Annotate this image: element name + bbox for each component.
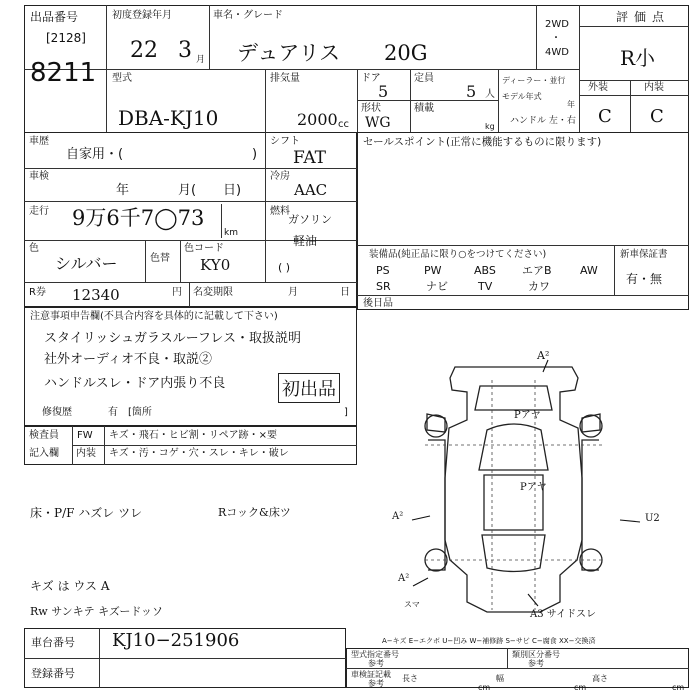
month-unit: 月 <box>196 55 206 65</box>
remarks-line1b: Rコック&床ツ <box>218 506 291 519</box>
ext-label: 外装 <box>588 82 608 93</box>
warranty-value: 有・無 <box>626 272 663 286</box>
int-label: 内装 <box>644 82 664 93</box>
recycle-unit: 円 <box>172 287 182 298</box>
car-name: デュアリス <box>237 41 341 65</box>
load-label: 積載 <box>414 103 434 114</box>
mileage-label: 走行 <box>29 206 49 217</box>
fuel-gasoline: ガソリン <box>288 213 332 226</box>
person-unit: 人 <box>485 89 495 100</box>
color-code-label: 色コード <box>184 243 224 254</box>
model-value: DBA-KJ10 <box>118 106 219 130</box>
equip-pw: PW <box>424 264 442 277</box>
doors-value: 5 <box>378 82 389 101</box>
inspector-naisou: 内装 <box>76 448 96 459</box>
doors-label: ドア <box>361 73 381 84</box>
repair-close: ] <box>344 407 348 418</box>
ann-u2: U2 <box>645 513 660 524</box>
color-change-label: 色替 <box>150 253 170 264</box>
fuel-label: 燃料 <box>270 206 290 217</box>
ref-2: 参考 <box>528 659 544 668</box>
cc-unit: cc <box>338 119 349 130</box>
equipment-label: 装備品(純正品に限り○をつけてください) <box>369 249 547 260</box>
stamp-text: 初出品 <box>282 379 336 400</box>
equip-leather: カワ <box>528 280 550 293</box>
ref-1: 参考 <box>368 659 384 668</box>
notes-line1: スタイリッシュガラスルーフレス・取扱説明 <box>44 331 302 346</box>
int-value: C <box>650 106 664 127</box>
lot-sub: [2128] <box>46 31 86 45</box>
history-value: 自家用・( <box>66 147 124 162</box>
shape-label: 形状 <box>361 103 381 114</box>
inspector-naisou-items: キズ・汚・コゲ・穴・スレ・キレ・破レ <box>109 448 289 459</box>
first-reg-month: 3 <box>178 38 192 63</box>
length-label: 長さ <box>402 674 418 683</box>
sales-point-label: セールスポイント(正常に機能するものに限ります) <box>363 136 602 148</box>
remarks-line3: Rw サンキテ キズードッソ <box>30 605 163 618</box>
history-close: ) <box>252 147 258 162</box>
drive-dot: ・ <box>551 33 561 44</box>
color-label: 色 <box>29 243 39 254</box>
remarks-line2: キズ は ウス A <box>30 579 110 593</box>
repair-value: 有 <box>108 407 118 418</box>
shift-label: シフト <box>270 136 300 147</box>
inspection-day: 日) <box>223 183 242 198</box>
dealer-label: ディーラー・並行 <box>502 76 566 85</box>
repair-bracket: [箇所 <box>128 407 152 418</box>
ann-pa-top: Pアヤ <box>514 410 541 421</box>
capacity-label: 定員 <box>414 73 434 84</box>
ann-a2-left-low: A² <box>398 573 410 584</box>
rating-label: 評価点 <box>616 10 671 24</box>
owner-label: 車検証記載 <box>351 670 391 679</box>
equip-abs: ABS <box>474 264 496 277</box>
reg-number-label: 登録番号 <box>31 667 75 680</box>
reg-month: 月 <box>288 287 298 298</box>
kg-unit: kg <box>485 122 495 131</box>
cm-3: cm <box>672 683 685 692</box>
ann-a2-top: A² <box>537 349 550 362</box>
drive-2wd: 2WD <box>545 19 569 30</box>
inspector-fw-items: キズ・飛石・ヒビ割・リペア跡・×要 <box>109 430 277 441</box>
rating-value: R小 <box>620 46 656 70</box>
cm-1: cm <box>478 683 491 692</box>
ann-a3: A3 サイドスレ <box>530 609 596 620</box>
year-unit: 年 <box>567 100 575 109</box>
reg-deadline-label: 名変期限 <box>193 287 233 298</box>
cm-2: cm <box>574 683 587 692</box>
notes-line2: 社外オーディオ不良・取説② <box>44 352 212 367</box>
inspection-label: 車検 <box>29 171 49 182</box>
shift-value: FAT <box>293 148 327 168</box>
ac-label: 冷房 <box>270 171 290 182</box>
first-reg-year: 22 <box>130 38 158 63</box>
equip-ps: PS <box>376 264 390 277</box>
width-label: 幅 <box>496 674 504 683</box>
inspection-month: 月( <box>178 183 197 198</box>
displacement-label: 排気量 <box>270 73 300 84</box>
form-model-label: 型式指定番号 <box>351 650 399 659</box>
ann-pa-mid: Pアヤ <box>520 482 547 493</box>
ext-value: C <box>598 106 612 127</box>
reg-day: 日 <box>340 287 350 298</box>
warranty-label: 新車保証書 <box>620 249 668 260</box>
ac-value: AAC <box>294 181 328 199</box>
fuel-diesel: 軽油 <box>293 234 318 248</box>
inspector-fw: FW <box>77 430 93 441</box>
notes-title: 注意事項申告欄(不具合内容を具体的に記載して下さい) <box>30 311 278 322</box>
equip-navi: ナビ <box>426 280 448 293</box>
history-label: 車歴 <box>29 136 49 147</box>
fuel-paren: ( ) <box>278 261 291 274</box>
repair-label: 修復歴 <box>42 407 72 418</box>
type-class-label: 類別区分番号 <box>512 650 560 659</box>
first-reg-label: 初度登録年月 <box>112 10 172 21</box>
lot-label: 出品番号 <box>30 10 79 24</box>
ann-suma: スマ <box>404 600 420 609</box>
lot-number: 8211 <box>30 58 97 88</box>
inspection-year: 年 <box>116 183 130 198</box>
inspector-label1: 検査員 <box>29 430 59 441</box>
equip-airbag: エアB <box>522 264 552 277</box>
displacement-value: 2000 <box>297 110 338 129</box>
mileage-value: 9万6千7◯73 <box>72 206 205 230</box>
remarks-line1: 床・P/F ハズレ ツレ <box>30 506 143 520</box>
model-label: 型式 <box>112 73 132 84</box>
color-code-value: KY0 <box>200 256 231 274</box>
grade: 20G <box>384 41 428 65</box>
handle-label: ハンドル 左・右 <box>510 116 576 126</box>
model-year-label: モデル年式 <box>502 92 542 101</box>
name-grade-label: 車名・グレード <box>213 10 283 21</box>
height-label: 高さ <box>592 674 608 683</box>
recycle-value: 12340 <box>72 286 120 304</box>
capacity-value: 5 <box>466 82 477 101</box>
shape-value: WG <box>365 115 391 131</box>
damage-legend: A−キズ E−エクボ U−凹み W−補修跡 S−サビ C−腐食 XX−交換済 <box>382 637 596 645</box>
chassis-value: KJ10−251906 <box>112 630 240 651</box>
chassis-label: 車台番号 <box>31 636 75 649</box>
color-value: シルバー <box>55 254 118 273</box>
ref-3: 参考 <box>368 679 384 688</box>
mileage-unit: km <box>224 228 238 238</box>
equip-aw: AW <box>580 264 598 277</box>
inspector-label2: 記入欄 <box>29 448 59 459</box>
notes-line3: ハンドルスレ・ドア内張り不良 <box>44 376 226 391</box>
recycle-label: R券 <box>29 287 46 298</box>
drive-4wd: 4WD <box>545 47 569 58</box>
ann-a2-left: A² <box>392 511 404 522</box>
equip-tv: TV <box>478 280 493 293</box>
equip-sr: SR <box>376 280 391 293</box>
back-seat-label: 後日品 <box>363 298 393 309</box>
